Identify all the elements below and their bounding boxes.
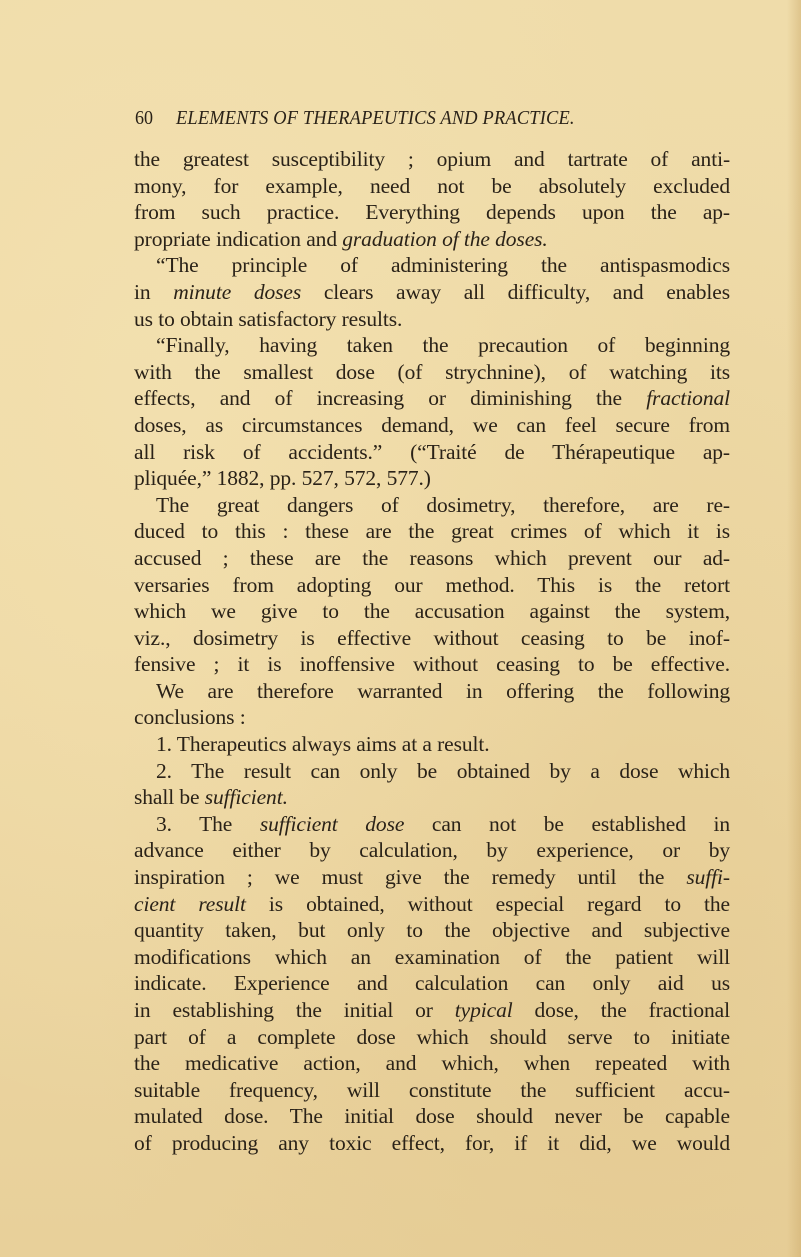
text-line [134,279,730,306]
italic-phrase: typical [454,998,513,1022]
running-title: ELEMENTS OF THERAPEUTICS AND PRACTICE. [176,107,575,129]
text-line [134,385,730,412]
text-line: versaries from adopting our method. This is the retort [134,572,730,597]
text-line: We are therefore warranted in offering the following [156,678,730,703]
page-number: 60 [135,107,153,129]
text-line: fensive ; it is inoffensive without ceasing to be effective. [134,652,730,677]
conclusion-item-3 [134,811,730,838]
text-line: us to obtain satisfactory results. [134,306,403,331]
text-run: can not be established in [404,811,730,836]
conclusion-item-1: 1. Therapeutics always aims at a result. [156,732,490,757]
italic-phrase: cient result [134,891,246,916]
text-line: quantity taken, but only to the objective and subjective [134,918,730,943]
text-line: the medicative action, and which, when repeated with [134,1051,730,1076]
body-text [134,146,730,1157]
text-run: 3. The [156,811,260,836]
text-run: effects, and of increasing or diminishing the [134,386,647,411]
italic-phrase: sufficient dose [259,811,405,836]
page-edge-shadow [787,0,801,1257]
text-line: with the smallest dose (of strychnine), of watching its [134,359,730,384]
text-line: advance either by calculation, by experience, or by [134,838,730,863]
text-line: indicate. Experience and calculation can only aid us [134,971,730,996]
text-run: propriate indication and [134,226,343,251]
text-line: all risk of accidents.” (“Traité de Thérapeutique ap- [134,439,730,464]
text-line [134,226,730,253]
text-line: suitable frequency, will constitute the sufficient accu- [134,1077,730,1102]
text-line: The great dangers of dosimetry, therefore, are re- [156,492,730,517]
text-line: part of a complete dose which should serve to initiate [134,1024,730,1049]
text-line: viz., dosimetry is effective without ceasing to be inof- [134,625,730,650]
conclusion-item-2: 2. The result can only be obtained by a dose which [156,758,730,783]
italic-phrase: fractional [646,386,730,411]
text-run: inspiration ; we must give the remedy until the [134,865,687,890]
text-line [134,997,730,1024]
text-line: doses, as circumstances demand, we can feel secure from [134,412,730,437]
italic-phrase: graduation of the doses. [342,226,548,251]
text-run: is obtained, without especial regard to the [245,891,730,916]
italic-phrase: minute doses [173,279,302,304]
text-line: from such practice. Everything depends upon the ap- [134,200,730,225]
text-line: accused ; these are the reasons which prevent our ad- [134,545,730,570]
text-line: the greatest susceptibility ; opium and tartrate of anti- [134,147,730,171]
text-run: in establishing the initial or [134,998,455,1022]
text-line [134,891,730,918]
text-line: which we give to the accusation against the system, [134,599,730,624]
text-line [134,784,730,811]
text-line: modifications which an examination of the patient will [134,944,730,969]
text-run: clears away all difficulty, and enables [301,279,730,304]
text-line: mulated dose. The initial dose should never be capable [134,1104,730,1129]
italic-phrase: suffi- [686,865,730,890]
text-line [134,864,730,891]
running-head [135,106,735,130]
text-line: “Finally, having taken the precaution of beginning [156,333,730,358]
text-line: “The principle of administering the antispasmodics [156,253,730,278]
text-line: conclusions : [134,705,246,730]
text-run: dose, the fractional [512,998,730,1022]
text-line: duced to this : these are the great crimes of which it is [134,519,730,544]
text-line: of producing any toxic effect, for, if it did, we would [134,1130,730,1155]
text-run: in [134,279,174,304]
italic-phrase: sufficient. [204,785,288,810]
citation-line: pliquée,” 1882, pp. 527, 572, 577.) [134,466,431,491]
text-line: mony, for example, need not be absolutely excluded [134,173,730,198]
text-run: shall be [134,785,205,810]
